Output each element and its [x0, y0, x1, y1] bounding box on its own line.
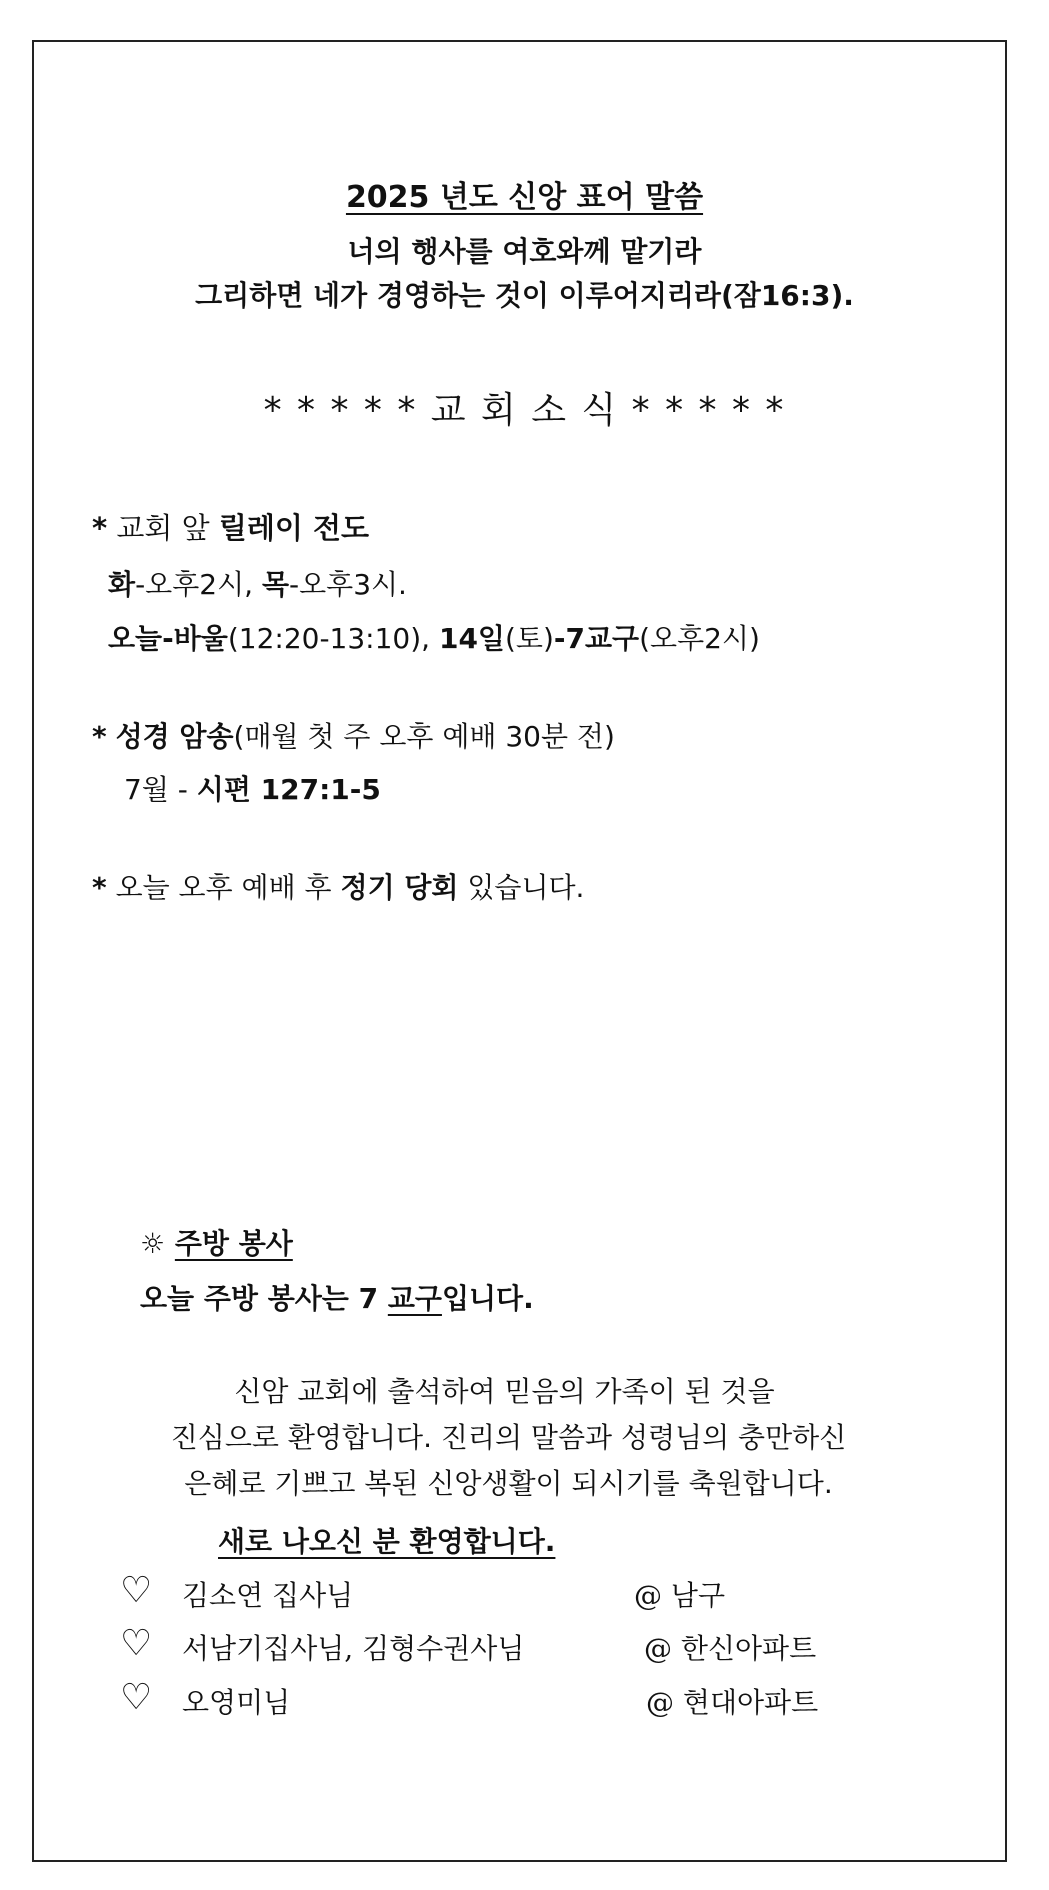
news-memory-line2 [124, 768, 381, 808]
newcomers-heading [218, 1520, 555, 1560]
newcomer-name: 서남기집사님, 김형수권사님 [182, 1632, 525, 1665]
newcomer-place: @ 남구 [634, 1579, 725, 1612]
meeting-suffix: 있습니다. [458, 871, 585, 904]
relay-day: (토) [504, 622, 554, 655]
news-meeting-line [92, 866, 584, 906]
memory-title: 성경 암송 [115, 720, 234, 753]
heart-icon: ♡ [120, 1623, 153, 1664]
relay-tue: 화 [108, 568, 136, 601]
kitchen-heading [140, 1222, 293, 1262]
relay-today: 오늘-바울 [108, 622, 228, 655]
newcomer-item [120, 1677, 940, 1733]
memory-month: 7월 - [124, 773, 197, 806]
welcome-para-line3: 은혜로 기쁘고 복된 신앙생활이 되시기를 축원합니다. [184, 1467, 833, 1500]
relay-group: -7교구 [553, 622, 640, 655]
newcomer-name: 오영미님 [182, 1686, 291, 1719]
sun-icon: ☼ [140, 1227, 166, 1260]
kitchen-group: 교구 [387, 1282, 442, 1315]
relay-group-time: (오후2시) [639, 622, 760, 655]
motto-title [0, 172, 1049, 216]
newcomer-name: 김소연 집사님 [182, 1579, 354, 1612]
newcomer-place: @ 현대아파트 [646, 1686, 819, 1719]
newcomer-place: @ 한신아파트 [644, 1632, 817, 1665]
newcomers-heading-text: 새로 나오신 분 환영합니다. [218, 1525, 556, 1558]
news-relay-line2 [108, 563, 407, 603]
meeting-title: 정기 당회 [340, 871, 459, 904]
news-memory-line1 [92, 715, 615, 755]
relay-prefix: 교회 앞 [116, 511, 219, 545]
relay-date: 14일 [438, 622, 505, 655]
welcome-para-line2: 진심으로 환영합니다. 진리의 말씀과 성령님의 충만하신 [170, 1421, 847, 1454]
relay-thu-time: -오후3시. [289, 568, 407, 601]
newcomer-item [120, 1623, 940, 1679]
motto-title-text: 2025 년도 신앙 표어 말씀 [345, 180, 704, 215]
bullet: * [92, 720, 107, 753]
motto-verse-line2: 그리하면 네가 경영하는 것이 이루어지리라(잠16:3). [195, 279, 854, 312]
kitchen-title: 주방 봉사 [174, 1227, 293, 1260]
news-relay-line3 [108, 617, 760, 657]
heart-icon: ♡ [120, 1570, 153, 1611]
kitchen-suffix: 입니다. [441, 1282, 534, 1315]
kitchen-line [140, 1277, 534, 1317]
memory-passage: 시편 127:1-5 [196, 773, 381, 806]
relay-today-time: (12:20-13:10), [227, 622, 439, 655]
bullet: * [92, 511, 108, 545]
relay-thu: 목 [261, 568, 289, 601]
meeting-prefix: 오늘 오후 예배 후 [115, 871, 341, 904]
news-relay-line1 [92, 506, 369, 547]
relay-title: 릴레이 전도 [218, 511, 370, 545]
kitchen-group-num: 7 [358, 1282, 388, 1315]
kitchen-prefix: 오늘 주방 봉사는 [140, 1282, 359, 1315]
welcome-para-line1: 신암 교회에 출석하여 믿음의 가족이 된 것을 [234, 1375, 775, 1408]
heart-icon: ♡ [120, 1677, 153, 1718]
memory-detail: (매월 첫 주 오후 예배 30분 전) [233, 720, 615, 753]
section-title-church-news: * * * * * 교 회 소 식 * * * * * [263, 390, 786, 431]
motto-verse-line1: 너의 행사를 여호와께 맡기라 [347, 235, 702, 268]
relay-tue-time: -오후2시, [135, 568, 262, 601]
bullet: * [92, 871, 107, 904]
newcomer-item [120, 1570, 940, 1626]
